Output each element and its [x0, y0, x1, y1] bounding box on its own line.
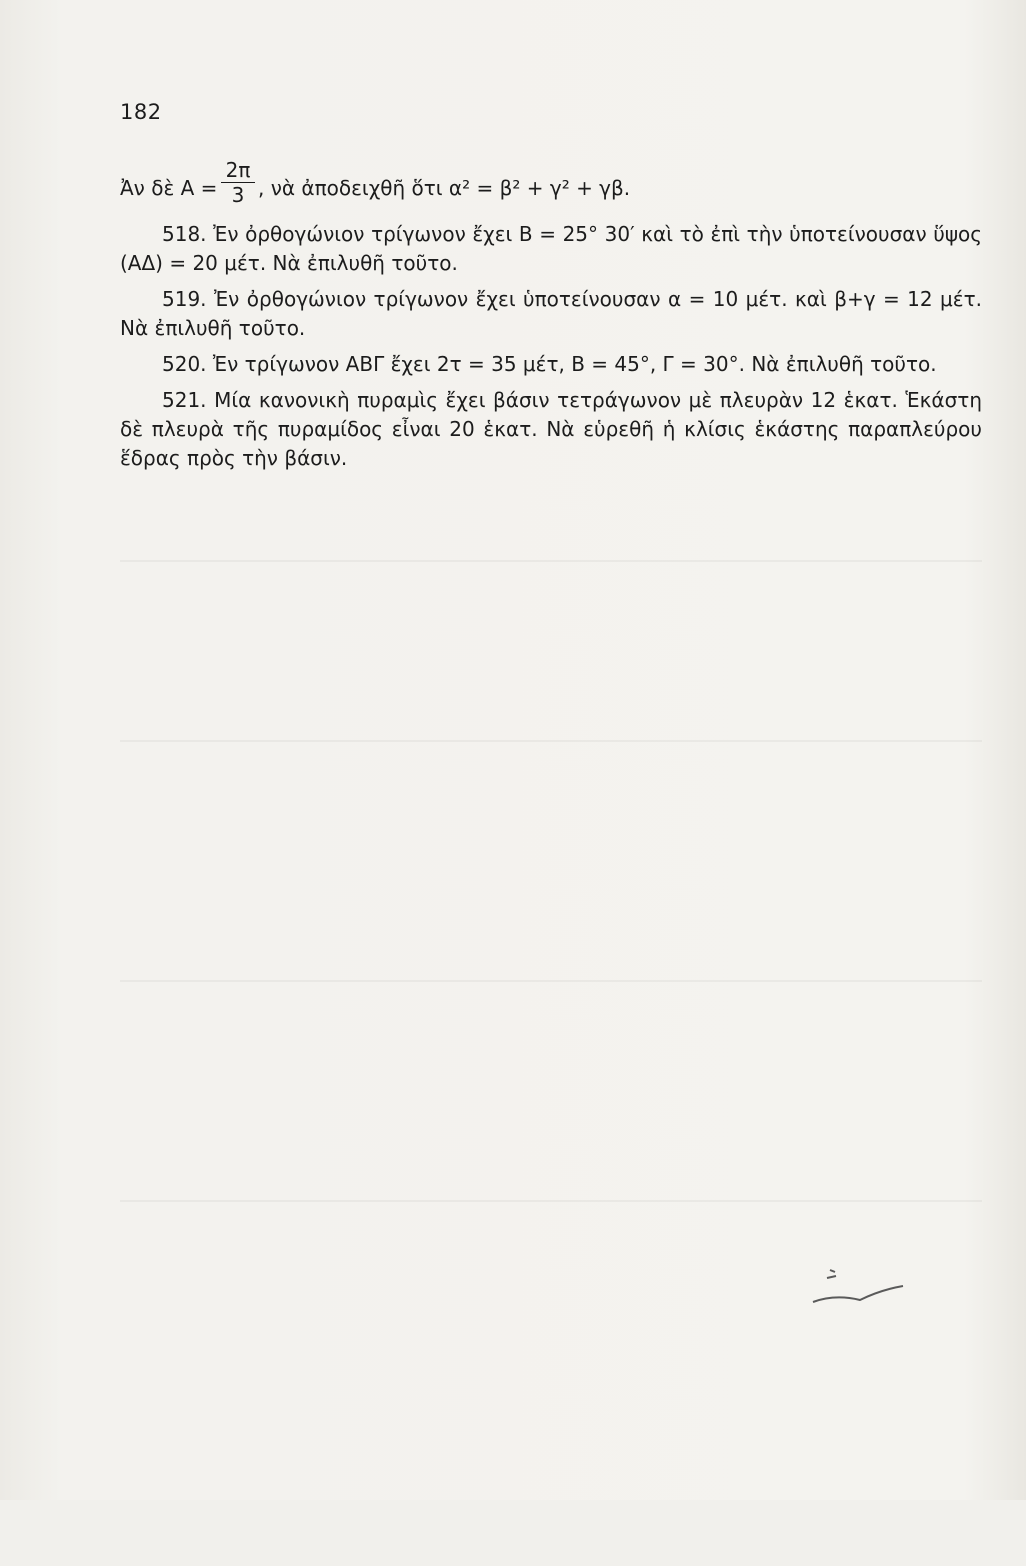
pencil-mark	[805, 1260, 935, 1310]
exercise-518	[120, 220, 982, 278]
bleed-through-line	[120, 1200, 982, 1202]
formula-suffix: , νὰ ἀποδειχθῆ ὅτι α² = β² + γ² + γβ.	[258, 176, 631, 200]
fraction-denominator: 3	[231, 183, 245, 207]
page-number: 182	[120, 100, 162, 124]
exercise-text: 519. Ἐν ὀρθογώνιον τρίγωνον ἔχει ὑποτείνουσαν α = 10 μέτ. καὶ β+γ = 12 μέτ. Νὰ ἐπιλυθῆ τοῦτο.	[120, 287, 982, 340]
bleed-through-line	[120, 740, 982, 742]
fraction	[221, 160, 255, 205]
exercise-519	[120, 285, 982, 343]
exercise-520	[120, 350, 982, 379]
exercise-text: 518. Ἐν ὀρθογώνιον τρίγωνον ἔχει Β = 25° 30′ καὶ τὸ ἐπὶ τὴν ὑποτείνουσαν ὕψος (ΑΔ) = 20 μέτ. Νὰ ἐπιλυθῆ τοῦτο.	[120, 222, 982, 275]
exercise-text: 520. Ἐν τρίγωνον ΑΒΓ ἔχει 2τ = 35 μέτ, Β = 45°, Γ = 30°. Νὰ ἐπιλυθῆ τοῦτο.	[162, 352, 937, 376]
formula-prefix: Ἀν δὲ Α =	[120, 176, 218, 200]
bleed-through-line	[120, 980, 982, 982]
exercise-521	[120, 386, 982, 473]
page-text	[120, 160, 982, 473]
fraction-numerator: 2π	[221, 160, 255, 183]
exercise-text: 521. Μία κανονικὴ πυραμὶς ἔχει βάσιν τετράγωνον μὲ πλευρὰν 12 ἑκατ. Ἑκάστη δὲ πλευρὰ τῆς πυραμίδος εἶναι 20 ἑκατ. Νὰ εὑρεθῆ ἡ κλίσις ἑκάστης παραπλεύρου ἕδρας πρὸς τὴν βάσιν.	[120, 388, 982, 470]
formula-line	[120, 158, 982, 207]
bleed-through-line	[120, 560, 982, 562]
